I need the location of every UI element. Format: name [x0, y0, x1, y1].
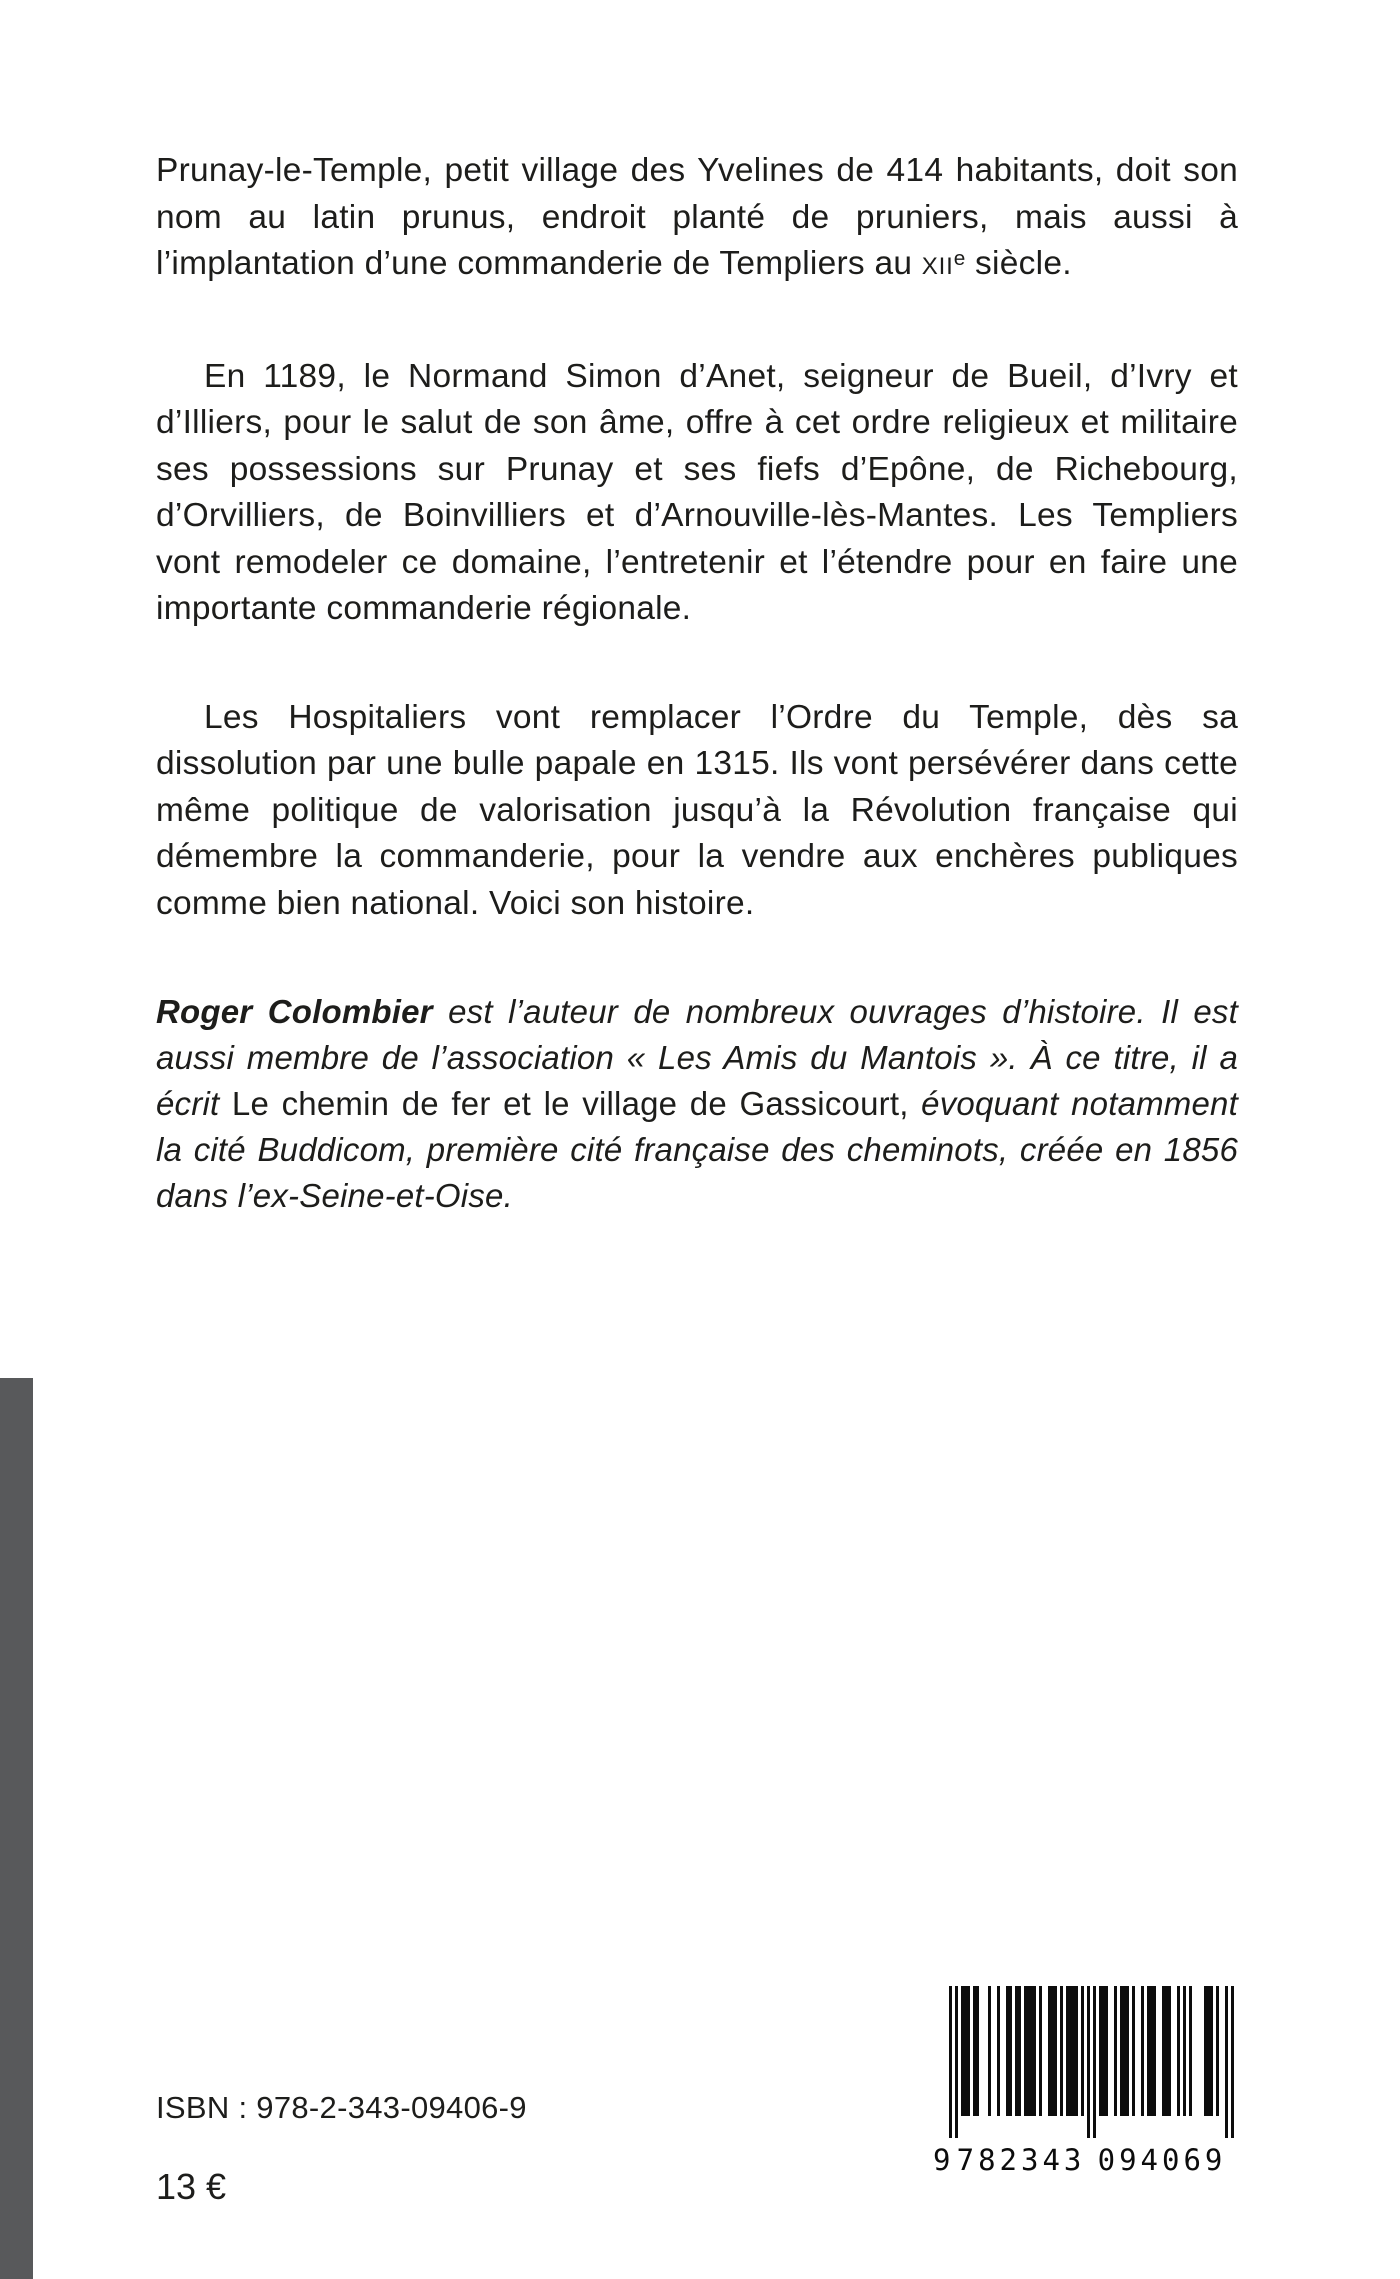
paragraph-templars-1189: En 1189, le Normand Simon d’Anet, seigneur de Bueil, d’Ivry et d’Illiers, pour le salut de son âme, offre à cet ordre religieux et militaire ses possessions sur Prunay et ses fiefs d’Epône, de Richebourg, d’Orvilliers, de Boinvilliers et d’Arnouville-lès-Mantes. Les Templiers vont remodeler ce domaine, l’entretenir et l’étendre pour en faire une importante commanderie régionale. [156, 357, 1238, 627]
isbn-price-block [156, 2090, 527, 2208]
ean13-barcode-svg [933, 1986, 1234, 2176]
svg-text:9: 9 [933, 2143, 955, 2176]
author-bio: Roger Colombier est l’auteur de nombreux ouvrages d’histoire. Il est aussi membre de l’association « Les Amis du Mantois ». À ce titre, il a écrit Le chemin de fer et le village de Gassicourt, évoquant notamment la cité Buddicom, première cité française des cheminots, créée en 1856 dans l’ex-Seine-et-Oise. [156, 993, 1238, 1214]
svg-text:782343: 782343 [956, 2143, 1086, 2176]
paragraph-intro: Prunay-le-Temple, petit village des Yvelines de 414 habitants, doit son nom au latin prunus, endroit planté de pruniers, mais aussi à l’implantation d’une commanderie de Templiers au XIIe siècle. [156, 152, 1238, 282]
isbn-text: ISBN : 978-2-343-09406-9 [156, 2090, 527, 2125]
svg-text:094069: 094069 [1097, 2143, 1227, 2176]
back-cover-text [156, 148, 1238, 1219]
spine-gray-bar [0, 1378, 33, 2279]
price-text: 13 € [156, 2166, 227, 2207]
ean13-barcode [933, 1986, 1234, 2176]
paragraph-hospitaliers: Les Hospitaliers vont remplacer l’Ordre du Temple, dès sa dissolution par une bulle papale en 1315. Ils vont persévérer dans cette même politique de valorisation jusqu’à la Révolution française qui démembre la commanderie, pour la vendre aux enchères publiques comme bien national. Voici son histoire. [156, 698, 1238, 922]
